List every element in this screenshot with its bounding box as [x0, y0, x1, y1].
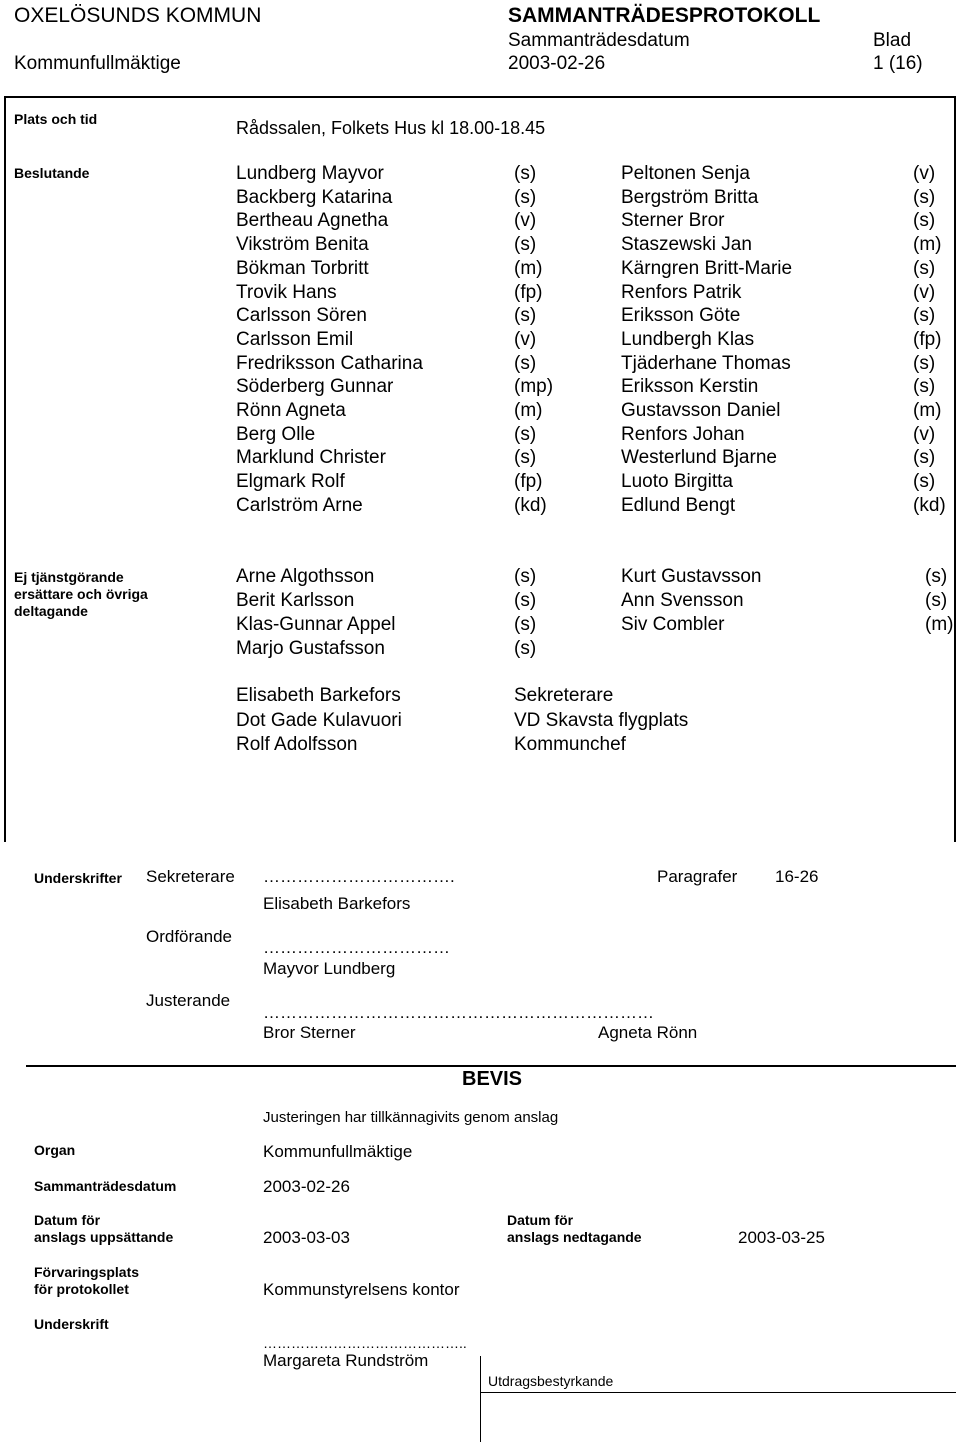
member-party: (m) [913, 234, 942, 256]
others-row-right [0, 614, 960, 638]
storage-label-line-2: för protokollet [34, 1281, 129, 1297]
removed-date-label-line-1: Datum för [507, 1212, 574, 1228]
member-name: Bergström Britta [621, 186, 759, 208]
posted-date-label [34, 1212, 173, 1246]
staff-name: Elisabeth Barkefors [236, 685, 401, 706]
staff-name: Rolf Adolfsson [236, 734, 358, 755]
deciding-row-right [0, 210, 960, 234]
member-name: Carlsson Emil [236, 328, 354, 350]
member-party: (kd) [913, 494, 946, 516]
member-name: Vikström Benita [236, 234, 369, 256]
member-party: (s) [514, 186, 537, 208]
participant-name: Marjo Gustafsson [236, 638, 385, 659]
member-party: (v) [913, 281, 936, 303]
certificate-date-label: Sammanträdesdatum [34, 1178, 177, 1194]
box-top-border [4, 96, 956, 98]
member-party: (mp) [514, 376, 554, 398]
removed-date-label [507, 1212, 642, 1246]
member-party: (s) [913, 257, 936, 279]
member-name: Rönn Agneta [236, 400, 346, 421]
adjuster-signature-line: …………………………………………………………… [263, 1003, 654, 1022]
chair-name: Mayvor Lundberg [263, 959, 396, 978]
member-party: (s) [514, 352, 537, 374]
member-party: (fp) [514, 471, 543, 493]
member-party: (s) [913, 305, 936, 327]
member-party: (fp) [514, 281, 543, 303]
adjuster-name-2: Agneta Rönn [598, 1023, 698, 1042]
member-party: (s) [913, 186, 936, 208]
others-row-left [0, 638, 960, 662]
certificate-date-value: 2003-02-26 [263, 1177, 350, 1196]
staff-role: Kommunchef [514, 734, 626, 755]
body-name: Kommunfullmäktige [14, 53, 181, 74]
member-name: Trovik Hans [236, 281, 337, 303]
storage-label [34, 1264, 139, 1298]
removed-date-value: 2003-03-25 [738, 1228, 825, 1247]
member-name: Fredriksson Catharina [236, 352, 423, 374]
extract-box-left-border [480, 1356, 481, 1442]
member-party: (s) [514, 305, 537, 327]
deciding-row-right [0, 376, 960, 400]
posted-date-value: 2003-03-03 [263, 1228, 350, 1247]
member-party: (v) [514, 328, 537, 350]
member-name: Elgmark Rolf [236, 471, 345, 493]
participant-party: (s) [925, 566, 948, 587]
adjuster-label: Justerande [146, 991, 231, 1010]
deciding-row-right [0, 400, 960, 424]
meeting-date-label: Sammanträdesdatum [508, 30, 690, 51]
deciding-row-right [0, 187, 960, 211]
municipality-name: OXELÖSUNDS KOMMUN [14, 4, 262, 27]
others-row-right [0, 590, 960, 614]
extract-box-bottom-border [480, 1392, 956, 1393]
certificate-title: BEVIS [462, 1068, 523, 1090]
member-name: Söderberg Gunnar [236, 376, 394, 398]
organ-value: Kommunfullmäktige [263, 1142, 413, 1161]
member-party: (s) [913, 447, 936, 469]
sheet-label: Blad [873, 30, 912, 51]
member-party: (kd) [514, 494, 547, 516]
posted-date-label-line-2: anslags uppsättande [34, 1229, 174, 1245]
staff-row [0, 734, 960, 758]
participant-party: (s) [514, 566, 537, 587]
storage-label-line-1: Förvaringsplats [34, 1264, 140, 1280]
organ-label: Organ [34, 1142, 76, 1158]
member-party: (v) [913, 423, 936, 445]
member-name: Bökman Torbritt [236, 257, 369, 279]
member-party: (s) [913, 210, 936, 232]
member-name: Kärngren Britt-Marie [621, 257, 793, 279]
deciding-row-right [0, 258, 960, 282]
member-name: Lundberg Mayvor [236, 163, 384, 184]
member-name: Backberg Katarina [236, 186, 393, 208]
paragraphs-label: Paragrafer [657, 867, 738, 886]
member-party: (v) [514, 210, 537, 232]
participant-party: (s) [925, 590, 948, 611]
staff-role: VD Skavsta flygplats [514, 709, 689, 731]
member-name: Luoto Birgitta [621, 471, 733, 493]
member-name: Marklund Christer [236, 447, 386, 469]
place-value: Rådssalen, Folkets Hus kl 18.00-18.45 [236, 118, 546, 138]
participant-party: (s) [514, 590, 537, 611]
member-name: Sterner Bror [621, 210, 725, 232]
participant-party: (m) [925, 614, 954, 635]
deciding-row-right [0, 163, 960, 187]
participant-name: Klas-Gunnar Appel [236, 614, 396, 635]
member-name: Renfors Johan [621, 423, 745, 445]
member-party: (m) [514, 257, 543, 279]
member-name: Berg Olle [236, 423, 316, 445]
signature-line: …………………………………….. [263, 1335, 467, 1351]
member-name: Gustavsson Daniel [621, 400, 781, 421]
deciding-row-right [0, 495, 960, 519]
staff-role: Sekreterare [514, 685, 614, 706]
chair-label: Ordförande [146, 927, 232, 946]
staff-row [0, 685, 960, 709]
signature-name: Margareta Rundström [263, 1351, 429, 1370]
certificate-separator [26, 1065, 956, 1067]
deciding-row-right [0, 471, 960, 495]
meeting-date: 2003-02-26 [508, 53, 606, 74]
paragraphs-value: 16-26 [775, 867, 819, 886]
participant-party: (s) [514, 614, 537, 635]
document-type: SAMMANTRÄDESPROTOKOLL [508, 4, 821, 27]
deciding-label: Beslutande [14, 165, 90, 181]
member-party: (v) [913, 163, 936, 184]
signatures-label: Underskrifter [34, 870, 122, 886]
removed-date-label-line-2: anslags nedtagande [507, 1229, 642, 1245]
deciding-row-right [0, 234, 960, 258]
member-name: Westerlund Bjarne [621, 447, 777, 469]
sheet-number: 1 (16) [873, 53, 923, 74]
deciding-row-right [0, 282, 960, 306]
participant-name: Kurt Gustavsson [621, 566, 762, 587]
member-name: Staszewski Jan [621, 234, 752, 256]
participant-name: Berit Karlsson [236, 590, 355, 611]
member-party: (m) [913, 400, 942, 421]
participant-party: (s) [514, 638, 537, 659]
member-party: (s) [913, 471, 936, 493]
member-party: (s) [913, 352, 936, 374]
posted-date-label-line-1: Datum för [34, 1212, 101, 1228]
member-name: Tjäderhane Thomas [621, 352, 791, 374]
member-party: (fp) [913, 328, 942, 350]
storage-value: Kommunstyrelsens kontor [263, 1280, 460, 1299]
member-name: Eriksson Kerstin [621, 376, 759, 398]
member-name: Eriksson Göte [621, 305, 741, 327]
participant-name: Siv Combler [621, 614, 725, 635]
others-label-line-1: Ej tjänstgörande [14, 569, 124, 585]
member-party: (s) [514, 163, 537, 184]
deciding-row-right [0, 447, 960, 471]
member-name: Bertheau Agnetha [236, 210, 389, 232]
certificate-notice: Justeringen har tillkännagivits genom anslag [263, 1109, 559, 1126]
member-party: (s) [514, 447, 537, 469]
member-name: Carlsson Sören [236, 305, 367, 327]
secretary-name: Elisabeth Barkefors [263, 894, 411, 913]
signature-label: Underskrift [34, 1316, 109, 1332]
member-party: (m) [514, 400, 543, 421]
place-label: Plats och tid [14, 111, 98, 127]
adjuster-name-1: Bror Sterner [263, 1023, 356, 1042]
secretary-label: Sekreterare [146, 867, 235, 886]
chair-signature-line: …………………………… [263, 938, 450, 957]
deciding-row-right [0, 424, 960, 448]
member-party: (s) [913, 376, 936, 398]
secretary-signature-line: ……………………………. [263, 867, 455, 886]
deciding-row-right [0, 329, 960, 353]
member-name: Lundbergh Klas [621, 328, 755, 350]
others-row-right [0, 566, 960, 590]
member-name: Renfors Patrik [621, 281, 742, 303]
member-name: Edlund Bengt [621, 494, 736, 516]
others-label-line-2: ersättare och övriga [14, 586, 148, 602]
member-name: Carlström Arne [236, 494, 363, 516]
extract-label: Utdragsbestyrkande [488, 1373, 614, 1389]
participant-name: Ann Svensson [621, 590, 744, 611]
participant-name: Arne Algothsson [236, 566, 375, 587]
staff-name: Dot Gade Kulavuori [236, 709, 402, 731]
member-name: Peltonen Senja [621, 163, 750, 184]
member-party: (s) [514, 423, 537, 445]
staff-row [0, 710, 960, 734]
deciding-row-right [0, 353, 960, 377]
member-party: (s) [514, 234, 537, 256]
deciding-row-right [0, 305, 960, 329]
others-label-line-3: deltagande [14, 603, 88, 619]
